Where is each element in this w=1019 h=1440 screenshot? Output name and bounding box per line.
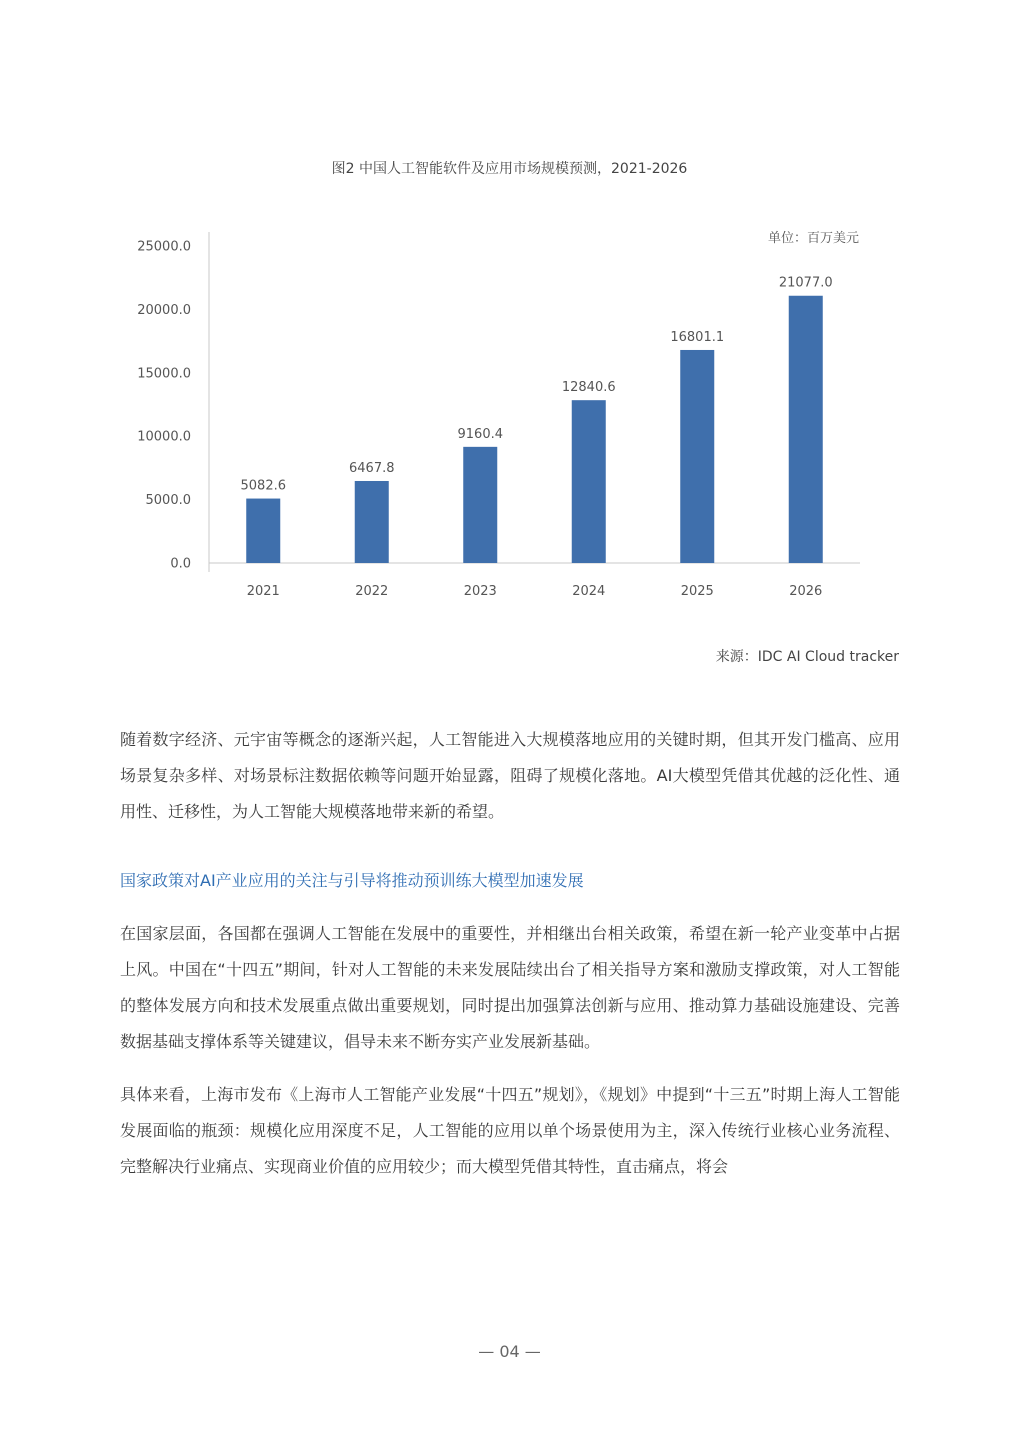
bar-2024 xyxy=(572,400,606,563)
y-tick-label: 10000.0 xyxy=(137,429,191,445)
x-axis xyxy=(209,563,860,599)
figure-source: 来源：IDC AI Cloud tracker xyxy=(715,649,899,665)
paragraph-policy: 在国家层面，各国都在强调人工智能在发展中的重要性，并相继出台相关政策，希望在新一轮产业变革中占据上风。中国在“十四五”期间，针对人工智能的未来发展陆续出台了相关指导方案和激励支撑政策，对人工智能的整体发展方向和技术发展重点做出重要规划，同时提出加强算法创新与应用、推动算力基础设施建设、完善数据基础支撑体系等关键建议，倡导未来不断夯实产业发展新基础。 xyxy=(120,924,900,1051)
x-tick-label: 2023 xyxy=(463,584,497,599)
section-heading: 国家政策对AI产业应用的关注与引导将推动预训练大模型加速发展 xyxy=(120,871,584,890)
chart-unit-label: 单位：百万美元 xyxy=(767,231,859,246)
y-axis xyxy=(137,232,209,572)
y-tick-label: 15000.0 xyxy=(137,366,191,382)
paragraph-shanghai: 具体来看，上海市发布《上海市人工智能产业发展“十四五”规划》，《规划》中提到“十三五”时期上海人工智能发展面临的瓶颈：规模化应用深度不足，人工智能的应用以单个场景使用为主，深入传统行业核心业务流程、完整解决行业痛点、实现商业价值的应用较少；而大模型凭借其特性，直击痛点，将会 xyxy=(120,1085,900,1176)
bar-value-label: 6467.8 xyxy=(349,460,395,476)
bar-chart xyxy=(0,0,1019,640)
x-tick-label: 2025 xyxy=(680,584,714,599)
y-tick-label: 25000.0 xyxy=(137,239,191,255)
x-tick-label: 2026 xyxy=(789,584,823,599)
figure-title: 图2 中国人工智能软件及应用市场规模预测，2021-2026 xyxy=(331,161,688,177)
paragraph-intro: 随着数字经济、元宇宙等概念的逐渐兴起，人工智能进入大规模落地应用的关键时期，但其开发门槛高、应用场景复杂多样、对场景标注数据依赖等问题开始显露，阻碍了规模化落地。AI大模型凭借其优越的泛化性、通用性、迁移性，为人工智能大规模落地带来新的希望。 xyxy=(120,730,900,821)
y-tick-label: 0.0 xyxy=(170,556,191,572)
bars xyxy=(246,296,823,563)
bar-value-label: 5082.6 xyxy=(240,478,286,494)
y-tick-label: 5000.0 xyxy=(145,493,191,509)
bar-2023 xyxy=(463,447,497,563)
bar-value-label: 21077.0 xyxy=(778,275,833,291)
x-tick-label: 2022 xyxy=(355,584,389,599)
bar-value-labels xyxy=(241,276,833,494)
bar-2026 xyxy=(789,296,823,563)
bar-2022 xyxy=(355,481,389,563)
bar-2025 xyxy=(680,350,714,563)
page-number: — 04 — xyxy=(478,1342,541,1361)
y-tick-label: 20000.0 xyxy=(137,302,191,318)
bar-value-label: 9160.4 xyxy=(457,426,503,442)
x-tick-label: 2021 xyxy=(246,584,280,599)
x-tick-label: 2024 xyxy=(572,584,606,599)
bar-2021 xyxy=(246,499,280,563)
bar-value-label: 16801.1 xyxy=(670,329,725,345)
bar-value-label: 12840.6 xyxy=(561,380,616,396)
